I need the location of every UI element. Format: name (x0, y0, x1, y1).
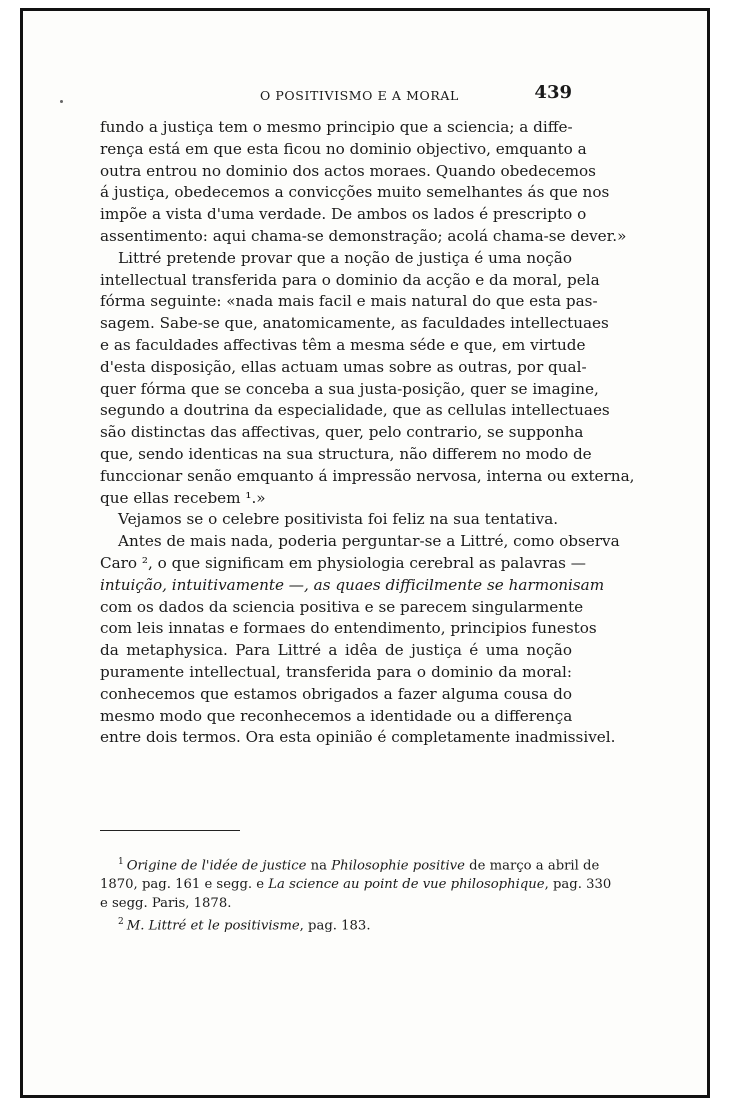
footnote-rule (100, 830, 240, 831)
text-line: Caro ², o que significam em physiologia cerebral as palavras — (100, 553, 586, 572)
footnote-1-connector: na (306, 858, 332, 874)
text-line: d'esta disposição, ellas actuam umas sobre as outras, por qual- (100, 357, 587, 376)
running-title: O POSITIVISMO E A MORAL (260, 88, 459, 103)
text-line: são distinctas das affectivas, quer, pelo contrario, se supponha (100, 423, 584, 442)
text-line: entre dois termos. Ora esta opinião é completamente inadmissivel. (100, 728, 616, 747)
text-line: fórma seguinte: «nada mais facil e mais natural do que esta pas- (100, 292, 598, 311)
text-line: outra entrou no dominio dos actos moraes. Quando obedecemos (100, 161, 596, 180)
text-line: sagem. Sabe-se que, anatomicamente, as faculdades intellectuaes (100, 314, 609, 333)
footnote-1-line: e segg. Paris, 1878. (100, 896, 232, 912)
footnote-1-line (100, 875, 612, 894)
text-line: intuição, intuitivamente —, as quaes difficilmente se harmonisam (100, 575, 605, 594)
text-line: puramente intellectual, transferida para o dominio da moral: (100, 662, 572, 681)
footnote-2-pages: , pag. 183. (299, 918, 371, 934)
text-line: conhecemos que estamos obrigados a fazer alguma cousa do (100, 684, 572, 703)
text-line: quer fórma que se conceba a sua justa-posição, quer se imagine, (100, 379, 599, 398)
text-line: á justiça, obedecemos a convicções muito semelhantes ás que nos (100, 183, 610, 202)
footnote-2-line (100, 913, 572, 935)
footnote-1-mark: 1 (118, 857, 124, 867)
text-line: intellectual transferida para o dominio da acção e da moral, pela (100, 270, 600, 289)
footnote-1-dates: de março a abril de (464, 858, 600, 874)
text-line: Littré pretende provar que a noção de justiça é uma noção (118, 248, 572, 267)
footnote-1-title: Origine de l'idée de justice (126, 858, 307, 874)
text-line: assentimento: aqui chama-se demonstração; acolá chama-se dever.» (100, 226, 627, 245)
body-text (100, 117, 635, 749)
footnote-1-book: La science au point de vue philosophique (268, 877, 545, 893)
footnote-2-mark: 2 (118, 917, 124, 928)
running-head (100, 82, 572, 104)
margin-speck (60, 100, 63, 103)
text-line: fundo a justiça tem o mesmo principio que a sciencia; a diffe- (100, 118, 573, 136)
text-line: e as faculdades affectivas têm a mesma séde e que, em virtude (100, 335, 586, 354)
text-line: com leis innatas e formaes do entendimento, principios funestos (100, 619, 597, 638)
text-line: da metaphysica. Para Littré a idêa de justiça é uma noção (100, 641, 572, 660)
footnote-1-line (100, 853, 600, 875)
footnote-1-pages: 1870, pag. 161 e segg. e (100, 877, 269, 893)
text-line: mesmo modo que reconhecemos a identidade ou a differença (100, 706, 573, 725)
text-line: funccionar senão emquanto á impressão nervosa, interna ou externa, (100, 466, 635, 485)
page-number: 439 (534, 82, 572, 103)
text-line: segundo a doutrina da especialidade, que as cellulas intellectuaes (100, 401, 610, 420)
text-line: impõe a vista d'uma verdade. De ambos os lados é prescripto o (100, 205, 587, 224)
footnote-1-pages2: , pag. 330 (544, 877, 612, 893)
footnotes (100, 853, 612, 936)
text-line: que ellas recebem ¹.» (100, 488, 266, 507)
text-line: com os dados da sciencia positiva e se parecem singularmente (100, 597, 584, 616)
text-line: Vejamos se o celebre positivista foi feliz na sua tentativa. (118, 510, 559, 529)
text-line: Antes de mais nada, poderia perguntar-se a Littré, como observa (118, 532, 620, 551)
footnote-2-title: M. Littré et le positivisme (126, 918, 300, 934)
text-line: que, sendo identicas na sua structura, não differem no modo de (100, 444, 592, 463)
text-line: rença está em que esta ficou no dominio objectivo, emquanto a (100, 139, 587, 158)
footnote-1-journal: Philosophie positive (331, 858, 465, 874)
